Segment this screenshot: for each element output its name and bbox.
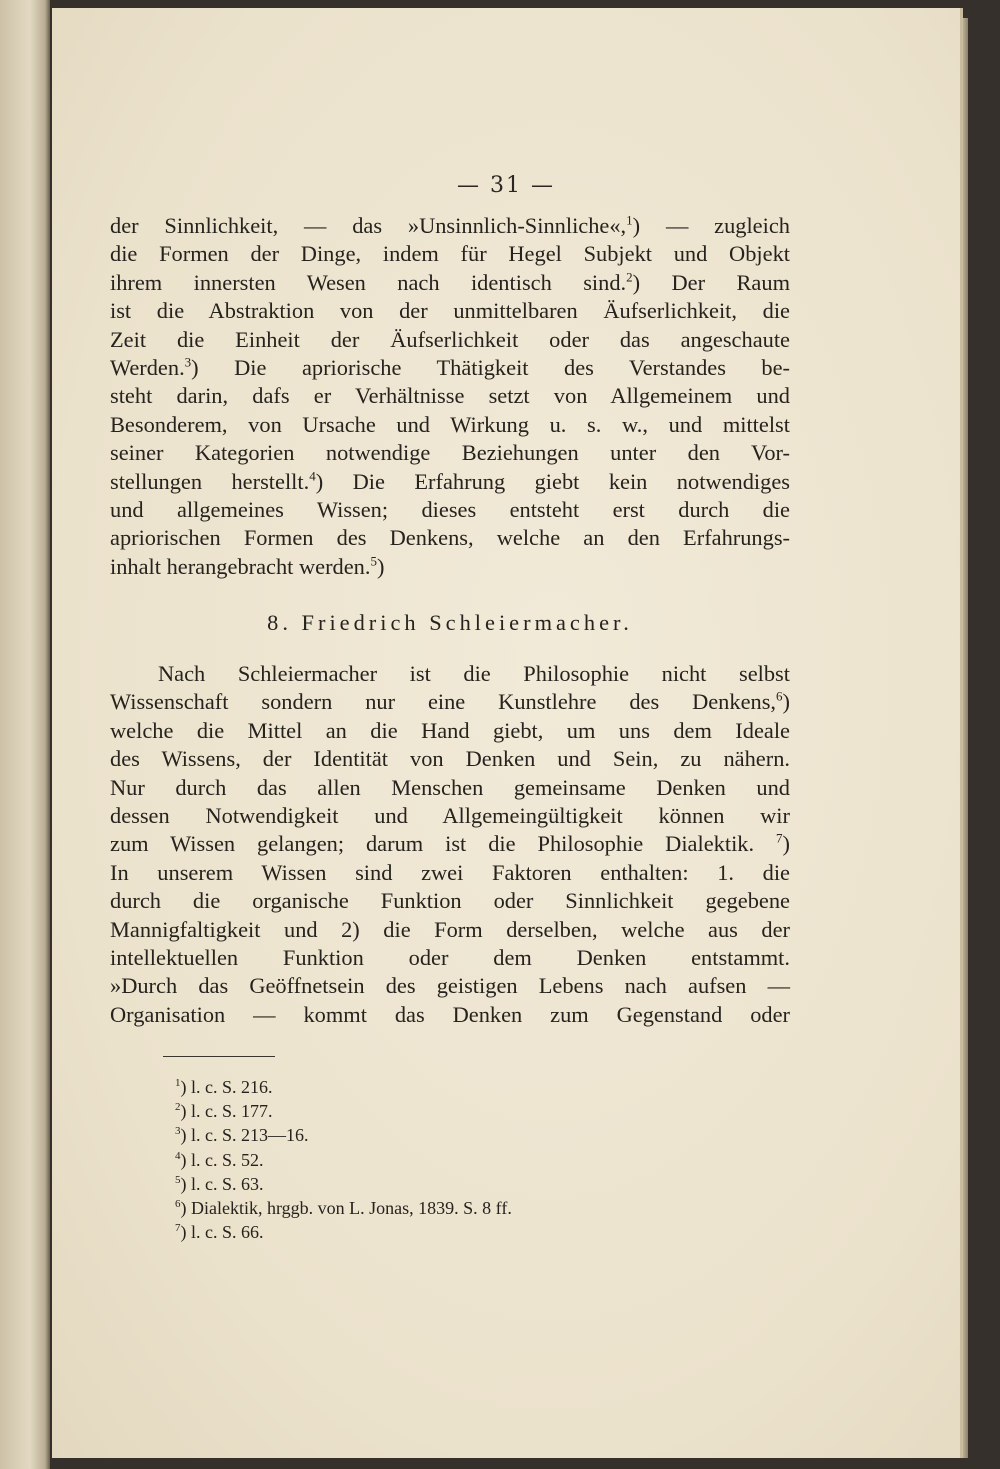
footnote: $^7$) l. c. S. 66.: [175, 1222, 264, 1243]
text-line: Nur durch das allen Menschen gemeinsame Denken und: [110, 774, 790, 800]
footnote-mark: 2: [626, 269, 633, 285]
footnote-mark: 5: [370, 553, 377, 569]
text-line: die Formen der Dinge, indem für Hegel Subjekt und Objekt: [110, 241, 790, 267]
text-line: Zeit die Einheit der Äufserlichkeit oder das angeschaute: [110, 326, 790, 352]
footnote-mark: 6: [776, 689, 783, 704]
text-line: und allgemeines Wissen; dieses entsteht erst durch die: [110, 496, 790, 522]
text-line: dessen Notwendigkeit und Allgemeingültigkeit können wir: [110, 803, 790, 829]
text-line: stellungen herstellt.$^4$) Die Erfahrung giebt kein notwendiges: [110, 468, 790, 494]
text-line: Mannigfaltigkeit und 2) die Form derselben, welche aus der: [110, 916, 790, 942]
footnote: $^5$) l. c. S. 63.: [175, 1173, 264, 1194]
footnote-mark: 4: [309, 468, 316, 484]
footnote-mark: 3: [184, 354, 192, 370]
footnote-mark: 7: [776, 830, 783, 846]
footnote-mark: 1: [626, 212, 633, 228]
text-line: ist die Abstraktion von der unmittelbaren Äufserlichkeit, die: [110, 298, 790, 324]
footnotes: [175, 1075, 512, 1244]
page-number: — 31 —: [457, 173, 555, 198]
footnote: $^4$) l. c. S. 52.: [175, 1149, 264, 1170]
text-line: »Durch das Geöffnetsein des geistigen Lebens nach aufsen —: [110, 973, 790, 999]
text-line: steht darin, dafs er Verhältnisse setzt von Allgemeinem und: [110, 383, 790, 409]
text-line: zum Wissen gelangen; darum ist die Philosophie Dialektik. $^7$): [110, 830, 790, 857]
footnote: $^1$) l. c. S. 216.: [175, 1077, 273, 1097]
text-line: Nach Schleiermacher ist die Philosophie nicht selbst: [158, 661, 790, 687]
facing-page-edge: [0, 0, 50, 1469]
text-line: welche die Mittel an die Hand giebt, um uns dem Ideale: [110, 717, 790, 743]
text-line: Besonderem, von Ursache und Wirkung u. s. w., und mittelst: [110, 411, 790, 437]
footnote-rule: [163, 1056, 275, 1057]
text-line: der Sinnlichkeit, — das »Unsinnlich-Sinnliche«,$^1$) — zugleich: [110, 212, 790, 238]
footnote: $^3$) l. c. S. 213—16.: [175, 1125, 309, 1146]
section-heading: 8. Friedrich Schleiermacher.: [267, 610, 633, 636]
text-line: ihrem innersten Wesen nach identisch sind.$^2$) Der Raum: [110, 269, 790, 295]
text-line: Organisation — kommt das Denken zum Gegenstand oder: [110, 1001, 790, 1027]
body-text: [110, 212, 790, 1029]
text-line: durch die organische Funktion oder Sinnlichkeit gegebene: [110, 888, 790, 914]
text-line: Wissenschaft sondern nur eine Kunstlehre des Denkens,$^6$): [110, 689, 790, 715]
text-line: intellektuellen Funktion oder dem Denken entstammt.: [110, 944, 790, 970]
text-line: apriorischen Formen des Denkens, welche an den Erfahrungs-: [110, 525, 790, 551]
text-line: inhalt herangebracht werden.$^5$): [110, 553, 385, 579]
text-line: Werden.$^3$) Die apriorische Thätigkeit des Verstandes be-: [110, 354, 790, 380]
footnote: $^2$) l. c. S. 177.: [175, 1101, 273, 1122]
text-line: seiner Kategorien notwendige Beziehungen unter den Vor-: [110, 440, 790, 466]
text-line: des Wissens, der Identität von Denken und Sein, zu nähern.: [110, 746, 790, 772]
footnote: $^6$) Dialektik, hrggb. von L. Jonas, 1839. S. 8 ff.: [175, 1197, 512, 1218]
text-line: In unserem Wissen sind zwei Faktoren enthalten: 1. die: [110, 859, 790, 885]
